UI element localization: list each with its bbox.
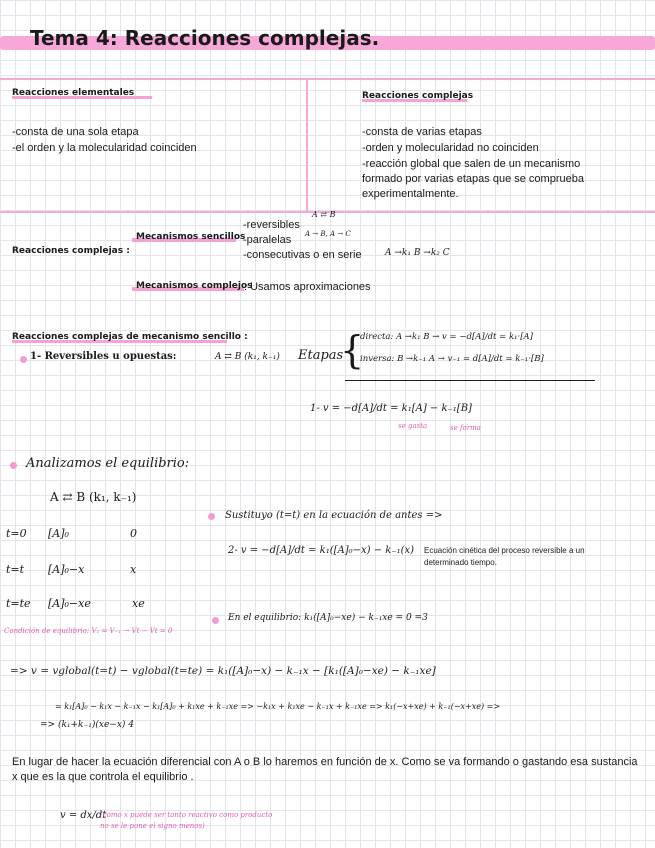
note-se-gasta: se gasta xyxy=(398,422,428,430)
page-title: Tema 4: Reacciones complejas. xyxy=(30,26,380,50)
table-top-line xyxy=(0,78,655,80)
mecanismos-complejos-label: Mecanismos complejos xyxy=(136,281,253,291)
eq2-note: Ecuación cinética del proceso reversible a un determinado tiempo. xyxy=(424,546,585,567)
sustituyo-text: Sustituyo (t=t) en la ecuación de antes => xyxy=(225,510,443,521)
row-t-label: t=0 xyxy=(6,527,27,540)
reversible-reaction: A ⇄ B (k₁, k₋₁) xyxy=(215,352,280,362)
brace: { xyxy=(340,328,365,372)
reversible-equation: A ⇄ B xyxy=(312,210,336,219)
etapas-rule xyxy=(345,380,595,381)
row-t-label: t=te xyxy=(6,597,31,610)
table-vertical-divider xyxy=(306,78,308,213)
derivation-line-1: => v = vglobal(t=t) − vglobal(t=te) = k₁([A]₀−x) − k₋₁x − [k₁([A]₀−xe) − k₋₁xe] xyxy=(10,665,436,677)
explanation-paragraph: En lugar de hacer la ecuación diferencial con A o B lo haremos en función de x. Como se va formando o gastando esa sustancia x que es la que controla el equilibrio . xyxy=(12,756,638,783)
bullet-icon xyxy=(10,462,17,469)
type-reversibles: -reversibles xyxy=(243,219,300,231)
row-a-value: [A]₀−xe xyxy=(48,597,91,610)
reacciones-complejas-label: Reacciones complejas : xyxy=(12,246,130,256)
consecutive-equation: A →k₁ B →k₂ C xyxy=(385,248,450,258)
en-equilibrio: En el equilibrio: k₁([A]₀−xe) − k₋₁xe = 0 =3 xyxy=(228,613,428,623)
type-paralelas: -paralelas xyxy=(243,234,292,246)
left-header: Reacciones elementales xyxy=(12,88,135,98)
right-item: -reacción global que salen de un mecanismo formado por varias etapas que se comprueba experimentalmente. xyxy=(362,158,584,200)
left-item: -consta de una sola etapa xyxy=(12,126,139,138)
inversa-step: inversa: B →k₋₁ A → v₋₁ = d[A]/dt = k₋₁·[B] xyxy=(360,354,544,364)
directa-step: directa: A →k₁ B → v = −d[A]/dt = k₁·[A] xyxy=(360,332,533,342)
row-a-value: [A]₀ xyxy=(48,527,69,540)
type-consecutivas: -consecutivas o en serie xyxy=(243,249,362,261)
mecanismos-sencillos-label: Mecanismos sencillos xyxy=(136,232,246,242)
section1-header: Reacciones complejas de mecanismo sencillo : xyxy=(12,332,248,342)
final-note: (como x puede ser tanto reactivo como producto no se le pone el signo menos) xyxy=(100,811,273,830)
right-item: -consta de varias etapas xyxy=(362,126,482,138)
parallel-equation: A → B, A → C xyxy=(305,230,351,238)
row-b-value: xe xyxy=(132,597,145,610)
right-item: -orden y molecularidad no coinciden xyxy=(362,142,539,154)
derivation-line-2: = k₁[A]₀ − k₁x − k₋₁x − k₁[A]₀ + k₁xe + k₋₁xe => −k₁x + k₁xe − k₋₁x + k₋₁xe => k₁(−x+xe) + k₋₁(−x+xe) => xyxy=(55,702,501,711)
derivation-line-3: => (k₁+k₋₁)(xe−x) 4 xyxy=(40,720,135,730)
equilibrium-title: Analizamos el equilibrio: xyxy=(26,456,190,471)
row-b-value: 0 xyxy=(130,527,137,540)
bullet-icon xyxy=(208,513,215,520)
equilibrium-condition: Condición de equilibrio: V₁ = V₋₁ → Vt − Vt = 0 xyxy=(4,627,173,635)
note-se-forma: se forma xyxy=(450,424,481,432)
right-header: Reacciones complejas xyxy=(362,91,474,101)
row-a-value: [A]₀−x xyxy=(48,563,85,576)
left-item: -el orden y la molecularidad coinciden xyxy=(12,142,197,154)
bullet-icon xyxy=(212,617,219,624)
mecanismos-complejos-text: : Usamos aproximaciones xyxy=(244,281,371,293)
rate-equation-2: 2- v = −d[A]/dt = k₁([A]₀−x) − k₋₁(x) xyxy=(228,545,415,556)
equilibrium-reaction: A ⇄ B (k₁, k₋₁) xyxy=(50,490,137,504)
etapas-label: Etapas xyxy=(298,348,344,363)
row-t-label: t=t xyxy=(6,563,25,576)
bullet-icon xyxy=(20,356,27,363)
rate-equation-1: 1- v = −d[A]/dt = k₁[A] − k₋₁[B] xyxy=(310,403,472,414)
reversibles-subheader: 1- Reversibles u opuestas: xyxy=(30,351,177,362)
row-b-value: x xyxy=(130,563,137,576)
final-rate-equation: v = dx/dt xyxy=(60,810,107,821)
